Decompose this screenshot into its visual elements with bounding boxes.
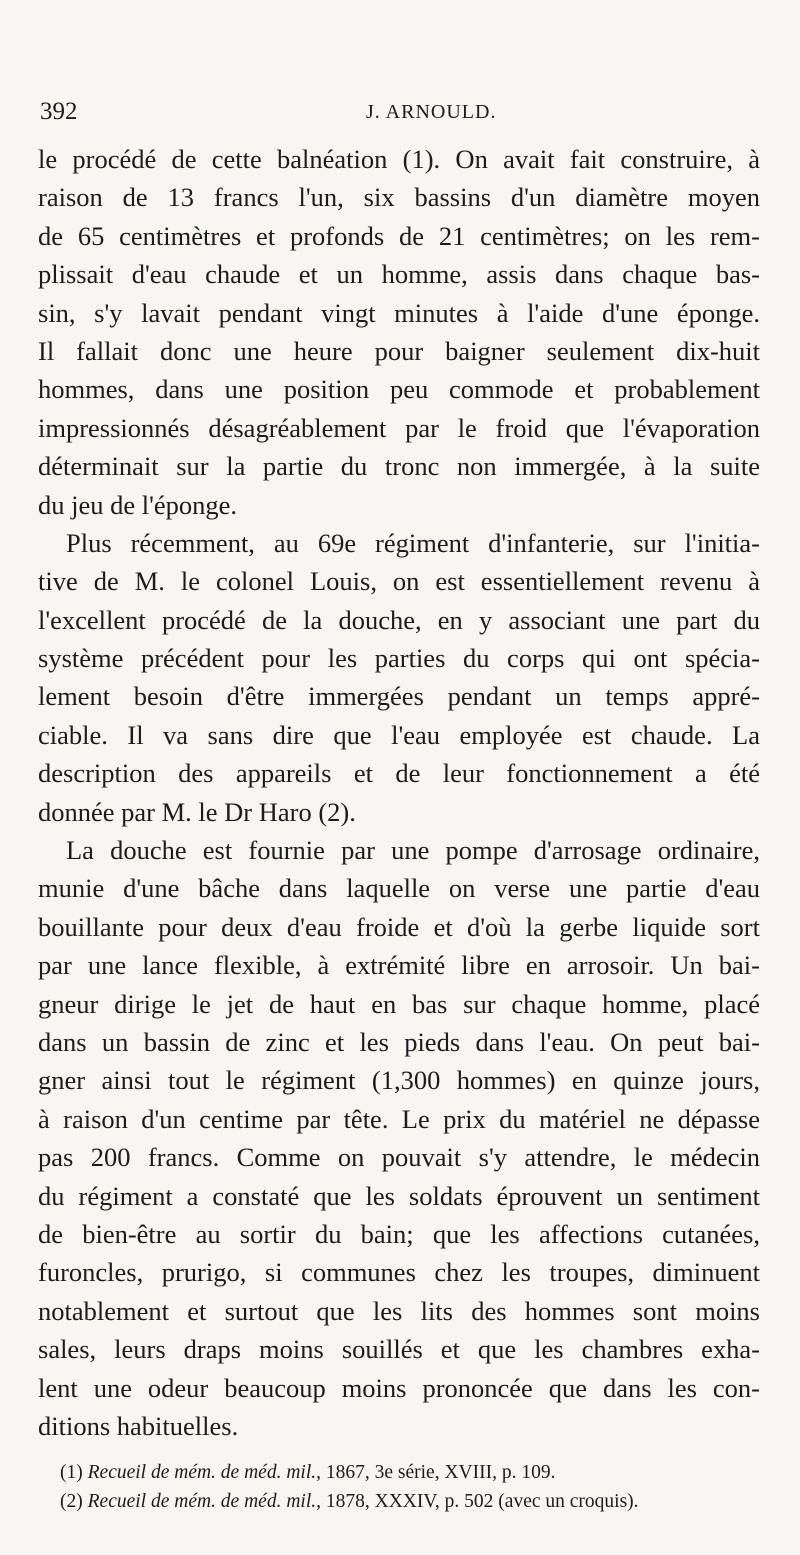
text-line: de 65 centimètres et profonds de 21 centimètres; on les rem- xyxy=(38,220,760,251)
text-line: furoncles, prurigo, si communes chez les troupes, diminuent xyxy=(38,1257,760,1288)
footnote-details: , 1867, 3e série, XVIII, p. 109. xyxy=(316,1462,556,1483)
footnote-details: , 1878, XXXIV, p. 502 (avec un croquis). xyxy=(316,1491,639,1512)
page-header xyxy=(40,98,760,134)
text-line: La douche est fournie par une pompe d'arrosage ordinaire, xyxy=(66,835,760,866)
text-line: description des appareils et de leur fonctionnement a été xyxy=(38,758,760,789)
body-text xyxy=(38,140,760,1445)
page-number: 392 xyxy=(40,98,78,125)
text-line: le procédé de cette balnéation (1). On avait fait construire, à xyxy=(38,144,760,174)
text-line: du jeu de l'éponge. xyxy=(38,489,238,520)
footnote-mark: (1) xyxy=(60,1462,83,1483)
running-head: J. ARNOULD. xyxy=(366,101,497,123)
text-line: par une lance flexible, à extrémité libre en arrosoir. Un bai- xyxy=(38,950,760,981)
text-line: sales, leurs draps moins souillés et que les chambres exha- xyxy=(38,1334,760,1365)
text-line: Plus récemment, au 69e régiment d'infanterie, sur l'initia- xyxy=(66,527,760,558)
text-line: plissait d'eau chaude et un homme, assis dans chaque bas- xyxy=(38,259,760,290)
text-line: à raison d'un centime par tête. Le prix du matériel ne dépasse xyxy=(38,1103,760,1134)
text-line: impressionnés désagréablement par le froid que l'évaporation xyxy=(38,412,760,443)
text-line: notablement et surtout que les lits des hommes sont moins xyxy=(38,1295,760,1326)
text-line: déterminait sur la partie du tronc non immergée, à la suite xyxy=(38,451,760,482)
text-line: dans un bassin de zinc et les pieds dans l'eau. On peut bai- xyxy=(38,1026,760,1057)
text-line: lement besoin d'être immergées pendant un temps appré- xyxy=(38,681,760,712)
text-line: pas 200 francs. Comme on pouvait s'y attendre, le médecin xyxy=(38,1142,760,1173)
text-line: sin, s'y lavait pendant vingt minutes à l'aide d'une éponge. xyxy=(38,297,760,328)
text-line: système précédent pour les parties du corps qui ont spécia- xyxy=(38,643,760,674)
text-line: du régiment a constaté que les soldats éprouvent un sentiment xyxy=(38,1180,760,1211)
text-line: l'excellent procédé de la douche, en y associant une part du xyxy=(38,604,760,635)
text-line: de bien-être au sortir du bain; que les affections cutanées, xyxy=(38,1218,760,1249)
footnote xyxy=(60,1487,760,1516)
text-line: hommes, dans une position peu commode et probablement xyxy=(38,374,760,405)
footnote xyxy=(60,1458,760,1487)
footnote-source: Recueil de mém. de méd. mil. xyxy=(87,1491,317,1512)
text-line: donnée par M. le Dr Haro (2). xyxy=(38,796,356,827)
text-line: raison de 13 francs l'un, six bassins d'un diamètre moyen xyxy=(38,182,760,213)
text-line: ciable. Il va sans dire que l'eau employée est chaude. La xyxy=(38,719,760,750)
footnotes xyxy=(60,1458,760,1516)
text-line: lent une odeur beaucoup moins prononcée que dans les con- xyxy=(38,1372,760,1403)
footnote-source: Recueil de mém. de méd. mil. xyxy=(87,1462,317,1483)
text-line: munie d'une bâche dans laquelle on verse une partie d'eau xyxy=(38,873,760,904)
text-line: bouillante pour deux d'eau froide et d'où la gerbe liquide sort xyxy=(38,911,760,942)
text-line: gneur dirige le jet de haut en bas sur chaque homme, placé xyxy=(38,988,760,1019)
text-line: tive de M. le colonel Louis, on est essentiellement revenu à xyxy=(38,566,760,597)
footnote-mark: (2) xyxy=(60,1491,83,1512)
text-line: Il fallait donc une heure pour baigner seulement dix-huit xyxy=(38,335,760,366)
text-line: ditions habituelles. xyxy=(38,1410,239,1441)
text-line: gner ainsi tout le régiment (1,300 hommes) en quinze jours, xyxy=(38,1065,760,1096)
